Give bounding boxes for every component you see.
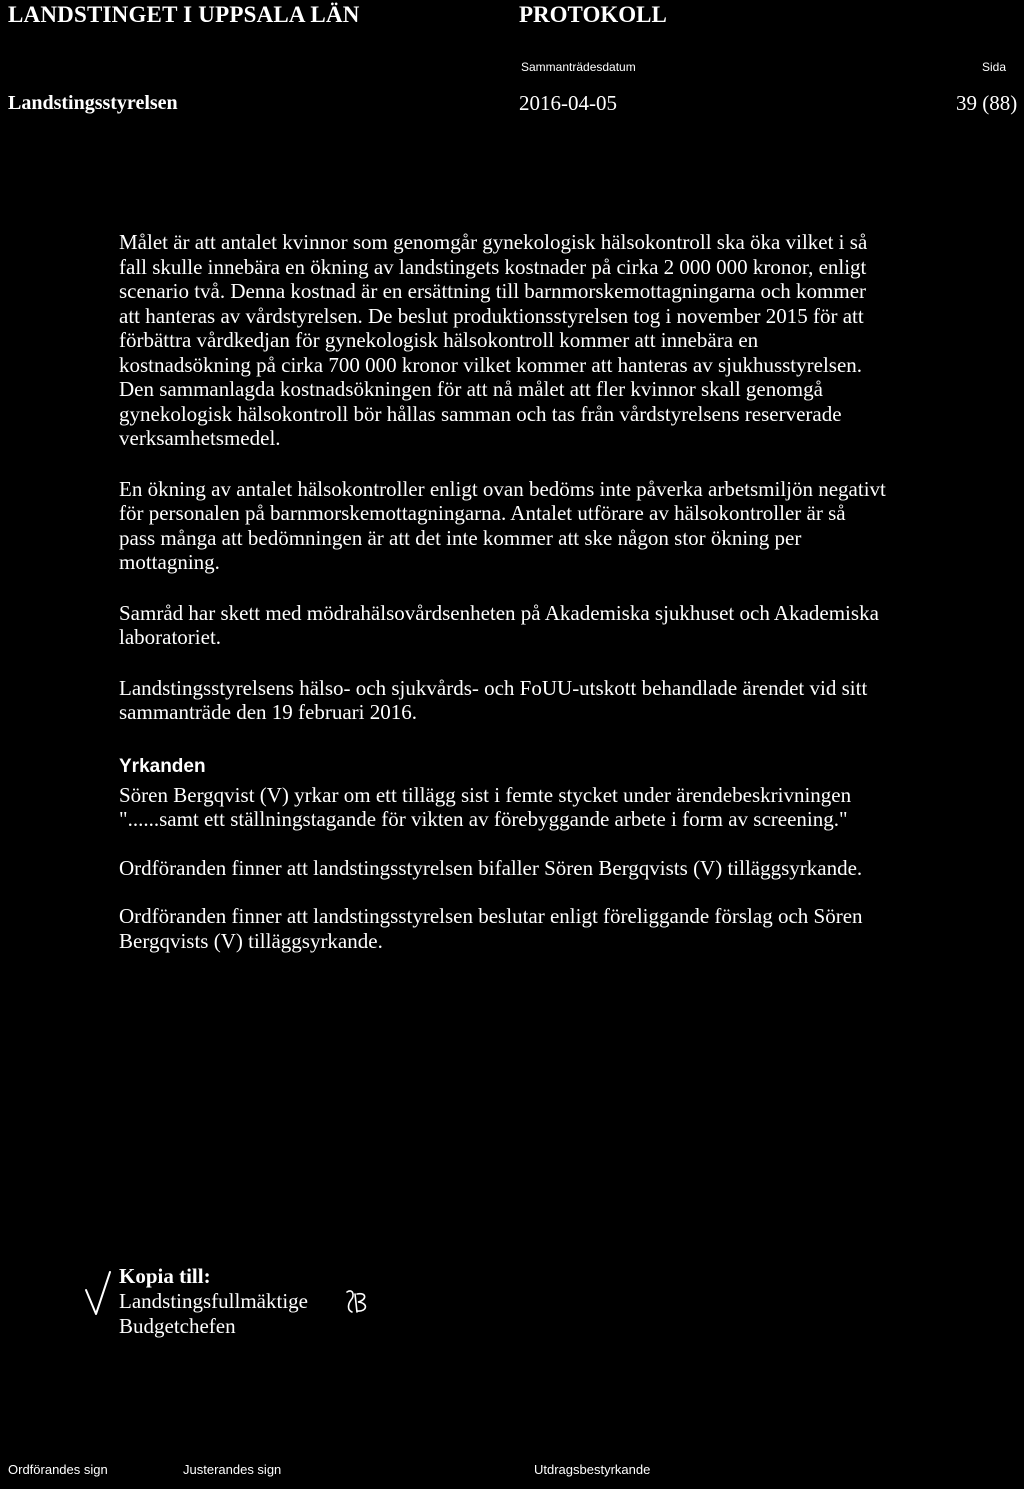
page-label: Sida bbox=[982, 60, 1007, 74]
handwritten-initials-icon bbox=[343, 1286, 373, 1316]
meeting-date: 2016-04-05 bbox=[519, 91, 617, 115]
yrkanden-paragraph: Sören Bergqvist (V) yrkar om ett tillägg sist i femte stycket under ärendebeskrivningen "......samt ett ställningstagande för vikten av förebyggande arbete i form av screening." bbox=[119, 782, 852, 831]
chair-signature-label: Ordförandes sign bbox=[8, 1462, 108, 1477]
body-paragraph: Målet är att antalet kvinnor som genomgår gynekologisk hälsokontroll ska öka vilket i så fall skulle innebära en ökning av landstingets kostnader på cirka 2 000 000 kronor, enligt scenario två. Denna kostnad är en ersättning till barnmorskemottagningarna och kommer att hanteras av vårdstyrelsen. De beslut produktionsstyrelsen tog i november 2015 för att förbättra vårdkedjan för gynekologisk hälsokontroll kommer att innebära en kostnadsökning på cirka 700 000 kronor vilket kommer att hanteras av sjukhusstyrelsen. Den sammanlagda kostnadsökningen för att nå målet att fler kvinnor skall genomgå gynekologisk hälsokontroll bör hållas samman och tas från vårdstyrelsens reserverade verksamhetsmedel. bbox=[119, 230, 868, 450]
page-number: 39 (88) bbox=[956, 91, 1018, 115]
meeting-date-label: Sammanträdesdatum bbox=[521, 60, 636, 74]
organization-name: LANDSTINGET I UPPSALA LÄN bbox=[8, 2, 360, 27]
checkmark-icon bbox=[84, 1268, 112, 1318]
body-paragraph: Samråd har skett med mödrahälsovårdsenheten på Akademiska sjukhuset och Akademiska laboratoriet. bbox=[119, 600, 879, 649]
board-name: Landstingsstyrelsen bbox=[8, 92, 178, 114]
copy-to-block bbox=[119, 1264, 308, 1339]
yrkanden-heading: Yrkanden bbox=[119, 755, 206, 777]
yrkanden-paragraph: Ordföranden finner att landstingsstyrelsen beslutar enligt föreliggande förslag och Sören Bergqvists (V) tilläggsyrkande. bbox=[119, 904, 863, 953]
yrkanden-paragraph: Ordföranden finner att landstingsstyrelsen bifaller Sören Bergqvists (V) tilläggsyrkande. bbox=[119, 855, 863, 880]
adjuster-signature-label: Justerandes sign bbox=[183, 1462, 282, 1477]
document-type: PROTOKOLL bbox=[519, 2, 667, 27]
copy-recipient: Landstingsfullmäktige bbox=[119, 1289, 308, 1313]
body-paragraph: Landstingsstyrelsens hälso- och sjukvårds- och FoUU-utskott behandlade ärendet vid sitt sammanträde den 19 februari 2016. bbox=[119, 675, 868, 724]
extract-certification-label: Utdragsbestyrkande bbox=[534, 1462, 651, 1477]
copy-recipient: Budgetchefen bbox=[119, 1314, 236, 1338]
protocol-body bbox=[119, 230, 1009, 977]
copy-to-title: Kopia till: bbox=[119, 1264, 211, 1288]
body-paragraph: En ökning av antalet hälsokontroller enligt ovan bedöms inte påverka arbetsmiljön negativt för personalen på barnmorskemottagningarna. Antalet utförare av hälsokontroller är så pass många att bedömningen är att det inte kommer att ske någon stor ökning per mottagning. bbox=[119, 476, 886, 574]
